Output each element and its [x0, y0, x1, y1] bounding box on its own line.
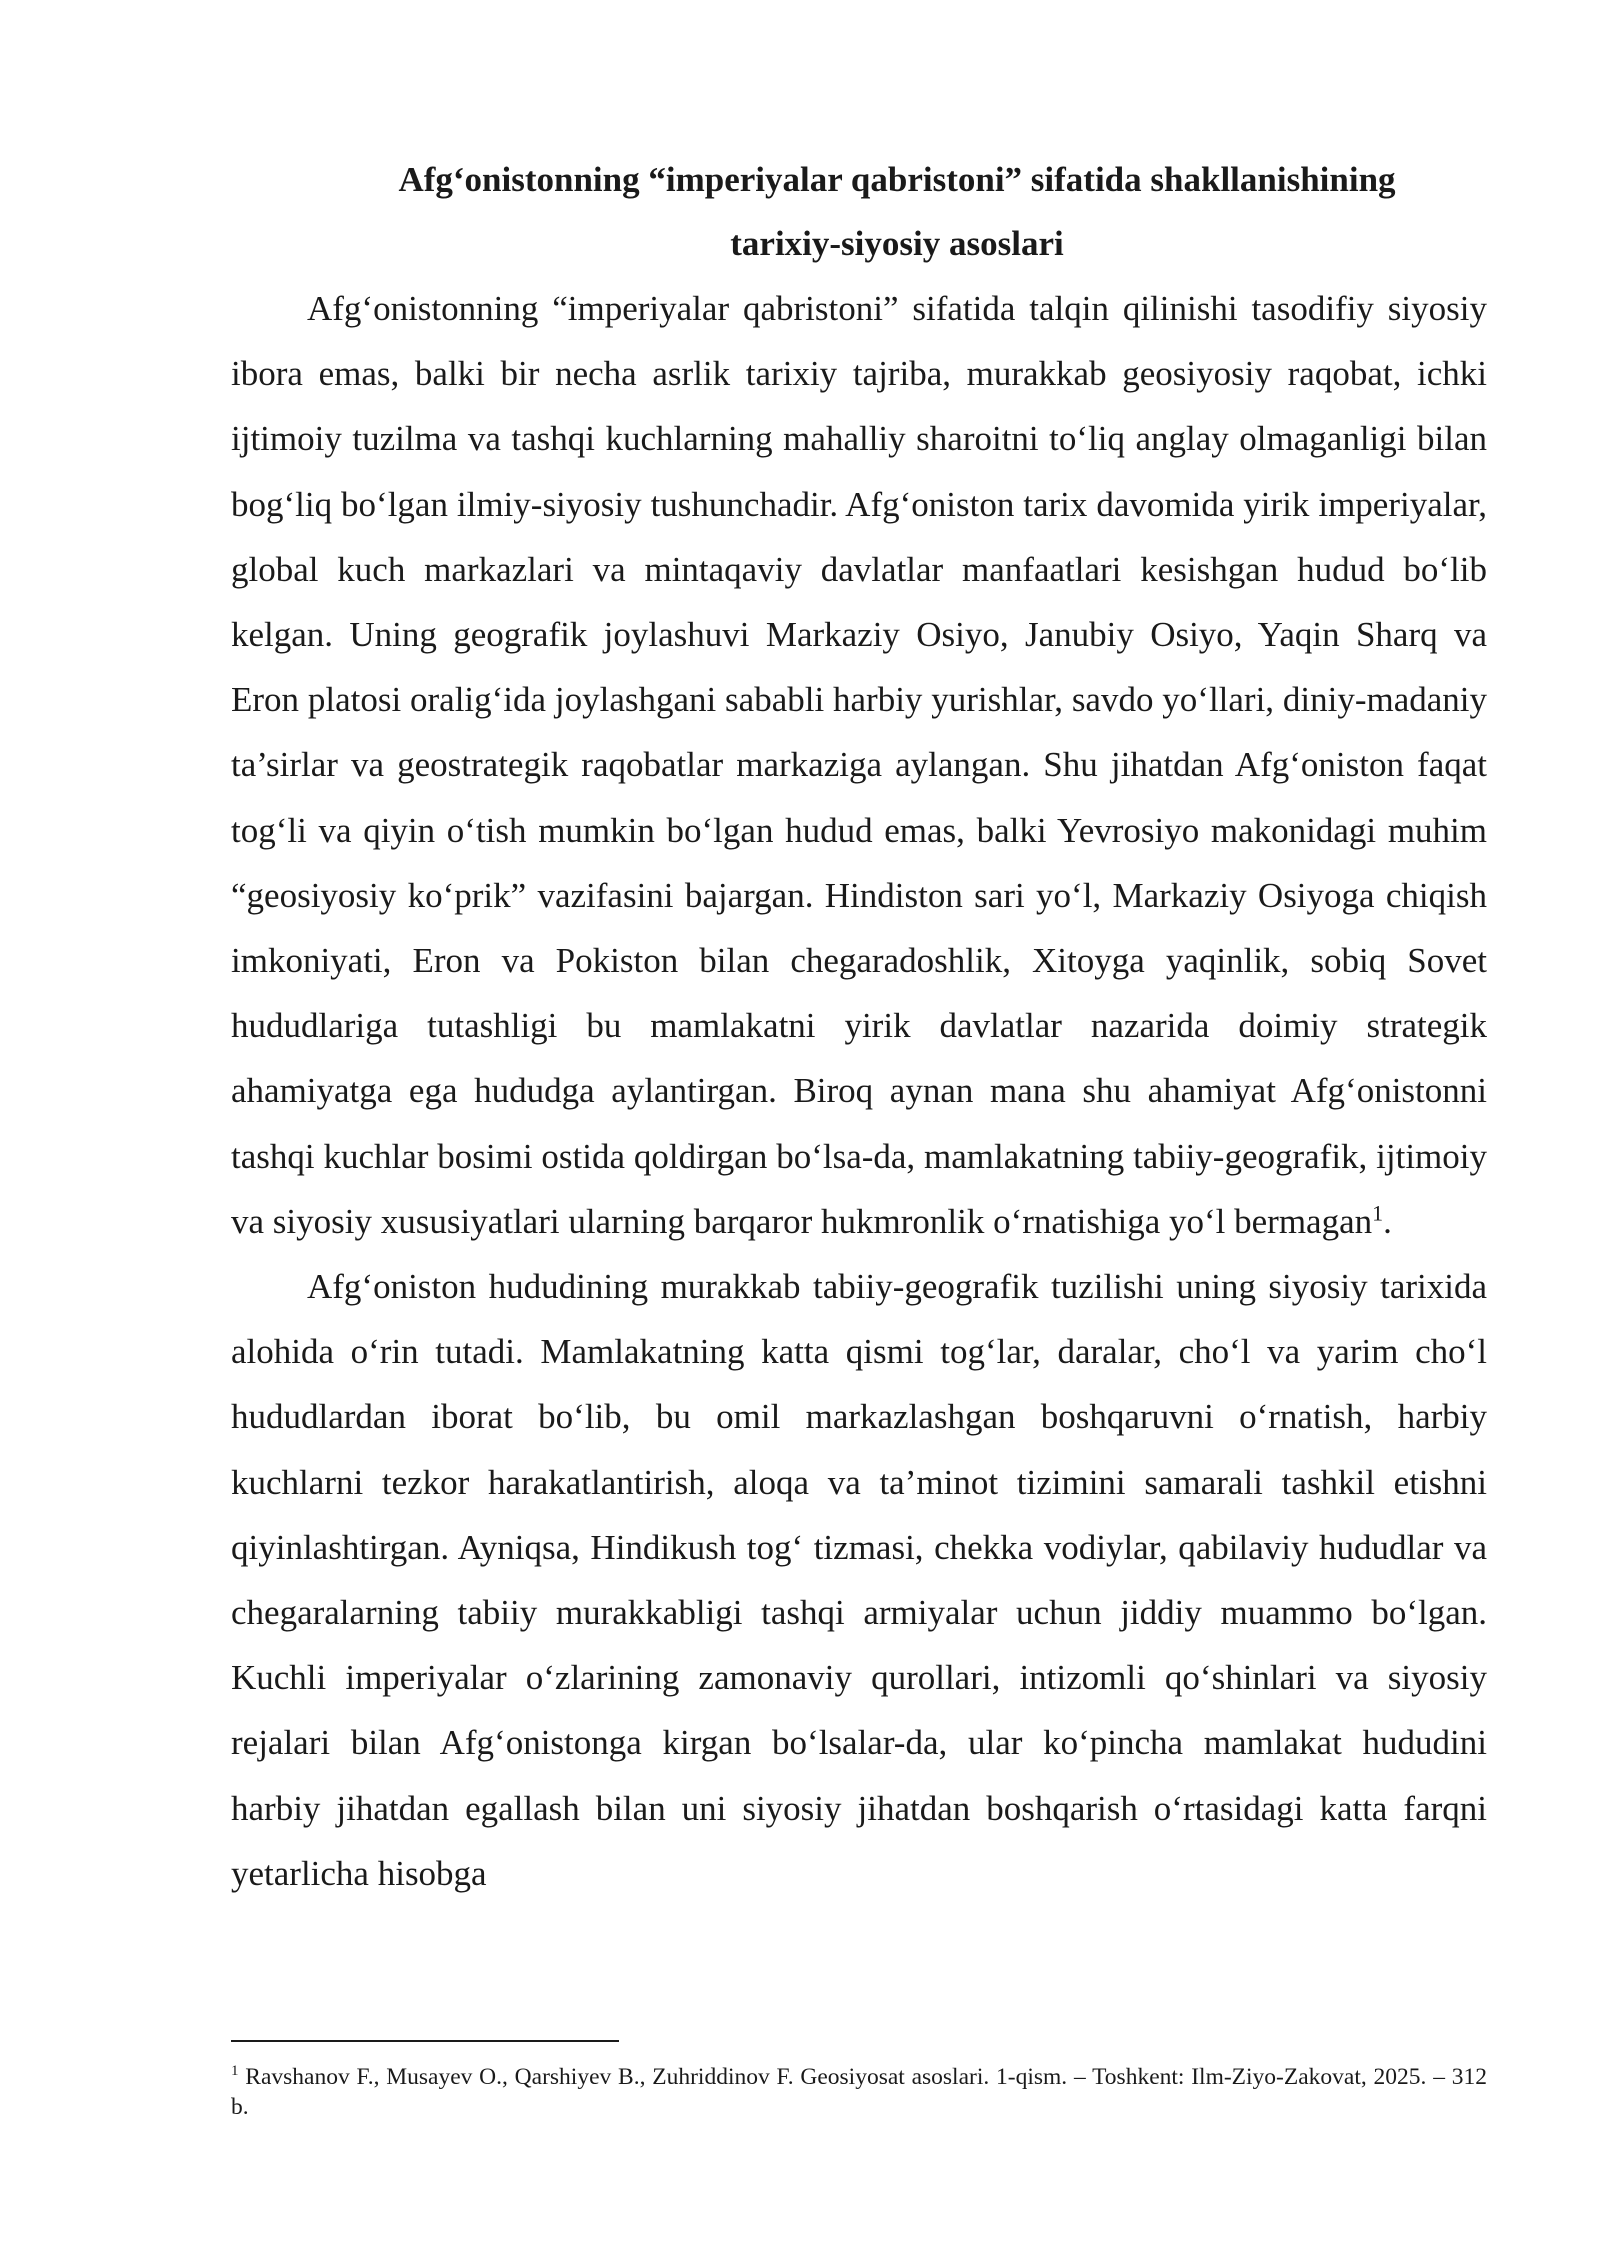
paragraph-1	[231, 276, 1487, 1254]
title-line-2: tarixiy-siyosiy asoslari	[730, 224, 1064, 263]
paragraph-2-text: Afg‘oniston hududining murakkab tabiiy-geografik tuzilishi uning siyosiy tarixida alohida o‘rin tutadi. Mamlakatning katta qismi tog‘lar, daralar, cho‘l va yarim cho‘l hududlardan iborat bo‘lib, bu omil markazlashgan boshqaruvni o‘rnatish, harbiy kuchlarni tezkor harakatlantirish, aloqa va ta’minot tizimini samarali tashkil etishni qiyinlashtirgan. Ayniqsa, Hindikush tog‘ tizmasi, chekka vodiylar, qabilaviy hududlar va chegaralarning tabiiy murakkabligi tashqi armiyalar uchun jiddiy muammo bo‘lgan. Kuchli imperiyalar o‘zlarining zamonaviy qurollari, intizomli qo‘shinlari va siyosiy rejalari bilan Afg‘onistonga kirgan bo‘lsalar-da, ular ko‘pincha mamlakat hududini harbiy jihatdan egallash bilan uni siyosiy jihatdan boshqarish o‘rtasidagi katta farqni yetarlicha hisobga	[231, 1267, 1487, 1893]
paragraph-2	[231, 1254, 1487, 1906]
title-line-1: Afg‘onistonning “imperiyalar qabristoni” sifatida shakllanishining	[398, 160, 1396, 199]
footnote	[231, 2062, 1487, 2122]
footnote-separator	[231, 2040, 619, 2042]
footnote-reference[interactable]: 1	[1372, 1200, 1384, 1226]
paragraph-1-text: Afg‘onistonning “imperiyalar qabristoni” sifatida talqin qilinishi tasodifiy siyosiy ibora emas, balki bir necha asrlik tarixiy tajriba, murakkab geosiyosiy raqobat, ichki ijtimoiy tuzilma va tashqi kuchlarning mahalliy sharoitni to‘liq anglay olmaganligi bilan bog‘liq bo‘lgan ilmiy-siyosiy tushunchadir. Afg‘oniston tarix davomida yirik imperiyalar, global kuch markazlari va mintaqaviy davlatlar manfaatlari kesishgan hudud bo‘lib kelgan. Uning geografik joylashuvi Markaziy Osiyo, Janubiy Osiyo, Yaqin Sharq va Eron platosi oralig‘ida joylashgani sababli harbiy yurishlar, savdo yo‘llari, diniy-madaniy ta’sirlar va geostrategik raqobatlar markaziga aylangan. Shu jihatdan Afg‘oniston faqat tog‘li va qiyin o‘tish mumkin bo‘lgan hudud emas, balki Yevrosiyo makonidagi muhim “geosiyosiy ko‘prik” vazifasini bajargan. Hindiston sari yo‘l, Markaziy Osiyoga chiqish imkoniyati, Eron va Pokiston bilan chegaradoshlik, Xitoyga yaqinlik, sobiq Sovet hududlariga tutashligi bu mamlakatni yirik davlatlar nazarida doimiy strategik ahamiyatga ega hududga aylantirgan. Biroq aynan mana shu ahamiyat Afg‘onistonni tashqi kuchlar bosimi ostida qoldirgan bo‘lsa-da, mamlakatning tabiiy-geografik, ijtimoiy va siyosiy xususiyatlari ularning barqaror hukmronlik o‘rnatishiga yo‘l bermagan	[231, 289, 1487, 1241]
footnote-text: Ravshanov F., Musayev O., Qarshiyev B., Zuhriddinov F. Geosiyosat asoslari. 1-qism. – Toshkent: Ilm-Ziyo-Zakovat, 2025. – 312 b.	[231, 2064, 1487, 2120]
paragraph-1-end: .	[1383, 1201, 1392, 1241]
document-body	[231, 148, 1487, 1906]
footnote-marker: 1	[231, 2063, 239, 2080]
document-title	[231, 148, 1487, 276]
